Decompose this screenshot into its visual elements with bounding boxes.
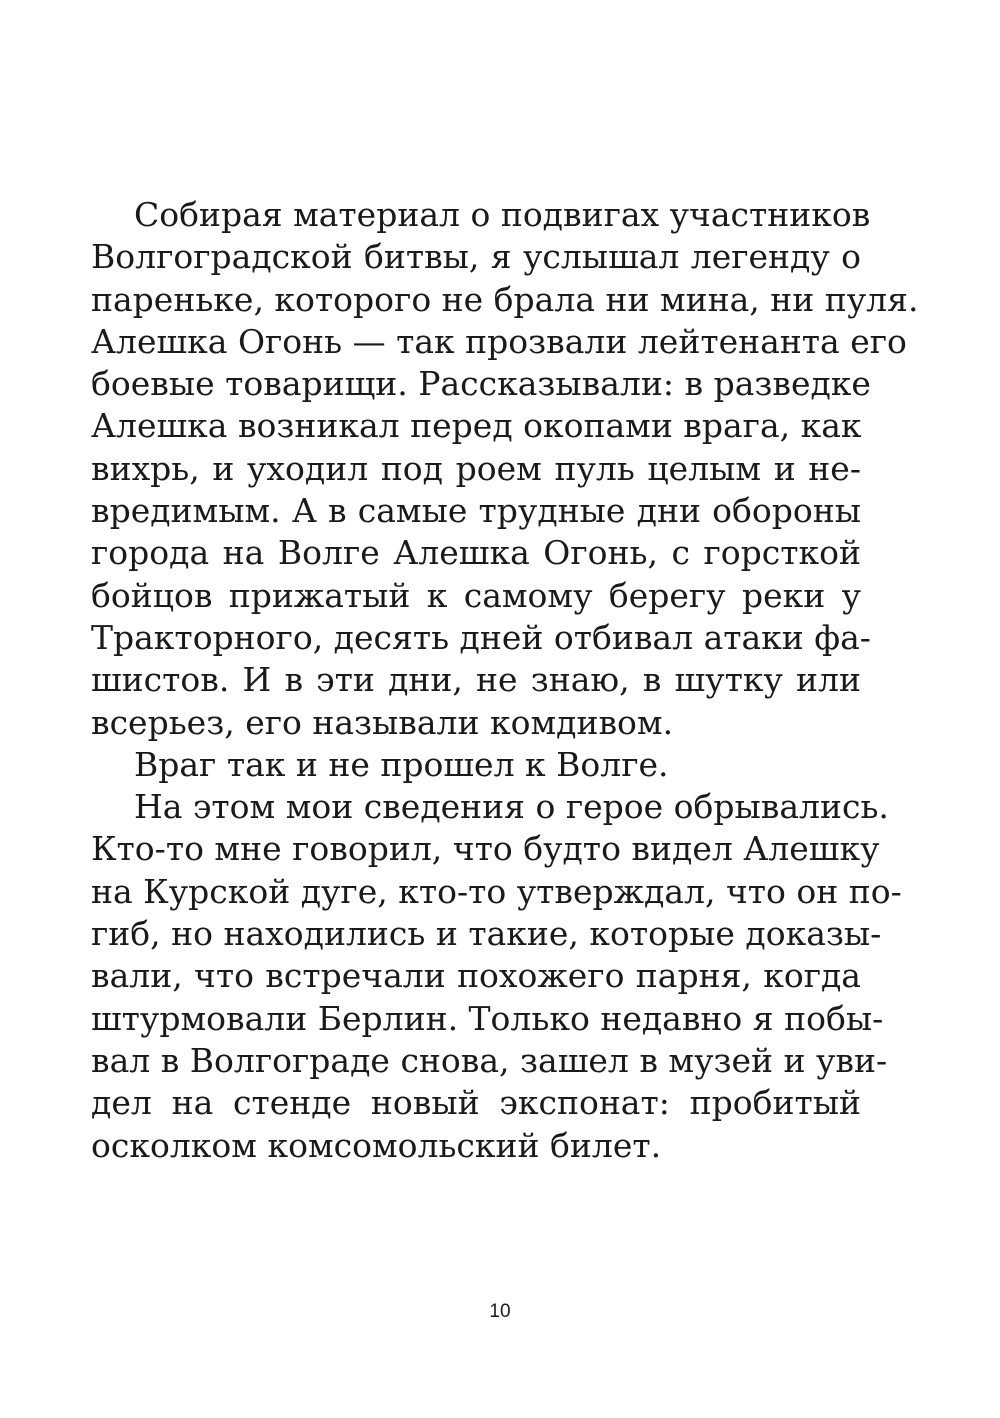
text-line: пареньке, которого не брала ни мина, ни пуля. (91, 279, 919, 319)
text-line: города на Волге Алешка Огонь, с горсткой (91, 533, 861, 573)
text-line: Тракторного, десять дней отбивал атаки фа- (91, 617, 871, 657)
text-line: Враг так и не прошел к Волге. (134, 744, 669, 784)
text-line: штурмовали Берлин. Только недавно я побы- (91, 998, 884, 1038)
text-line: дел на стенде новый экспонат: пробитый (91, 1083, 861, 1123)
text-line: осколком комсомольский билет. (91, 1125, 662, 1165)
text-line: на Курской дуге, кто-то утверждал, что он по- (91, 871, 902, 911)
text-line: На этом мои сведения о герое обрывались. (134, 787, 889, 827)
text-line: Собирая материал о подвигах участников (134, 195, 871, 234)
text-line: гиб, но находились и такие, которые доказы- (91, 914, 882, 954)
text-line: всерьез, его называли комдивом. (91, 702, 674, 742)
text-line: шистов. И в эти дни, не знаю, в шутку или (91, 660, 861, 700)
text-line: вал в Волгограде снова, зашел в музей и уви- (91, 1040, 888, 1080)
body-text (91, 194, 919, 1167)
text-line: Волгоградской битвы, я услышал легенду о (91, 237, 861, 277)
text-line: боевые товарищи. Рассказывали: в разведке (91, 364, 871, 404)
text-line: вихрь, и уходил под роем пуль целым и не- (91, 448, 861, 488)
text-line: бойцов прижатый к самому берегу реки у (91, 575, 861, 615)
text-line: Кто-то мне говорил, что будто видел Алешку (91, 829, 880, 869)
text-line: Алешка возникал перед окопами врага, как (91, 406, 862, 446)
text-line: вредимым. А в самые трудные дни обороны (91, 491, 861, 531)
text-line: Алешка Огонь — так прозвали лейтенанта его (91, 321, 907, 361)
page-number: 10 (489, 1301, 511, 1322)
text-line: вали, что встречали похожего парня, когда (91, 956, 861, 996)
